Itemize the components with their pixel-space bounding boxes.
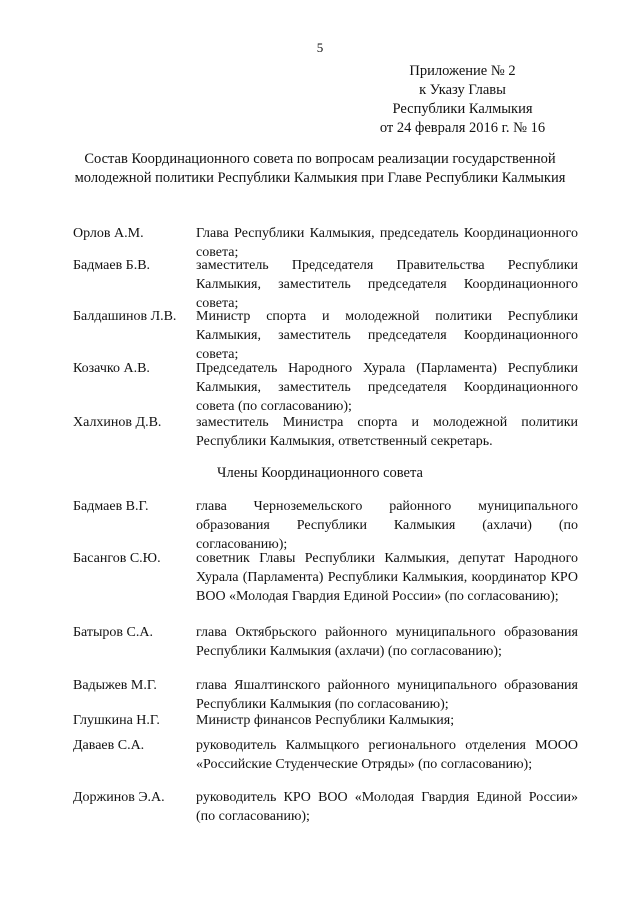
list-item [73,256,578,313]
person-role: глава Яшалтинского районного муниципального образования Республики Калмыкия (по согласованию); [196,678,578,712]
list-item [73,623,578,661]
person-role: глава Октябрьского районного муниципального образования Республики Калмыкия (ахлачи) (по согласованию); [196,625,578,659]
appendix-line: к Указу Главы [419,82,506,98]
person-role: советник Главы Республики Калмыкия, депутат Народного Хурала (Парламента) Республики Калмыкия, координатор КРО ВОО «Молодая Гвардия Единой России» (по согласованию); [196,551,578,604]
list-item [73,549,578,606]
list-item [73,736,578,774]
person-role: руководитель Калмыцкого регионального отделения МООО «Российские Студенческие Отряды» (по согласованию); [196,738,578,772]
appendix-line: Республики Калмыкия [392,101,533,117]
person-role: Глава Республики Калмыкия, председатель Координационного совета; [196,226,578,260]
appendix-line: Приложение № 2 [409,63,516,79]
person-name: Даваев С.А. [73,738,145,753]
person-name: Бадмаев Б.В. [73,258,151,273]
list-item [73,497,578,554]
person-role: глава Черноземельского районного муниципального образования Республики Калмыкия (ахлачи) (по согласованию); [196,499,578,552]
person-name: Козачко А.В. [73,361,150,376]
person-name: Халхинов Д.В. [73,415,162,430]
list-item [73,359,578,416]
members-subtitle: Члены Координационного совета [217,465,423,481]
person-name: Орлов А.М. [73,226,144,241]
person-name: Батыров С.А. [73,625,153,640]
person-name: Вадыжев М.Г. [73,678,157,693]
document-title: Состав Координационного совета по вопросам реализации государственной молодежной политики Республики Калмыкия при Главе Республики Калмыкия [74,151,566,186]
page-number: 5 [316,40,324,55]
person-name: Басангов С.Ю. [73,551,161,566]
person-role: Министр финансов Республики Калмыкия; [196,713,455,728]
person-name: Доржинов Э.А. [73,790,165,805]
list-item [73,676,578,714]
appendix-line: от 24 февраля 2016 г. № 16 [379,120,546,136]
list-item [73,307,578,364]
person-name: Балдашинов Л.В. [73,309,177,324]
person-role: заместитель Министра спорта и молодежной политики Республики Калмыкия, ответственный секретарь. [196,415,578,449]
person-name: Бадмаев В.Г. [73,499,149,514]
list-item [73,711,578,730]
list-item [73,413,578,451]
person-role: заместитель Председателя Правительства Республики Калмыкия, заместитель председателя Координационного совета; [196,258,578,311]
person-role: Председатель Народного Хурала (Парламента) Республики Калмыкия, заместитель председателя Координационного совета (по согласованию); [196,361,578,414]
person-role: руководитель КРО ВОО «Молодая Гвардия Единой России» (по согласованию); [196,790,578,824]
person-role: Министр спорта и молодежной политики Республики Калмыкия, заместитель председателя Координационного совета; [196,309,578,362]
appendix-header [360,62,565,138]
person-name: Глушкина Н.Г. [73,713,160,728]
list-item [73,788,578,826]
